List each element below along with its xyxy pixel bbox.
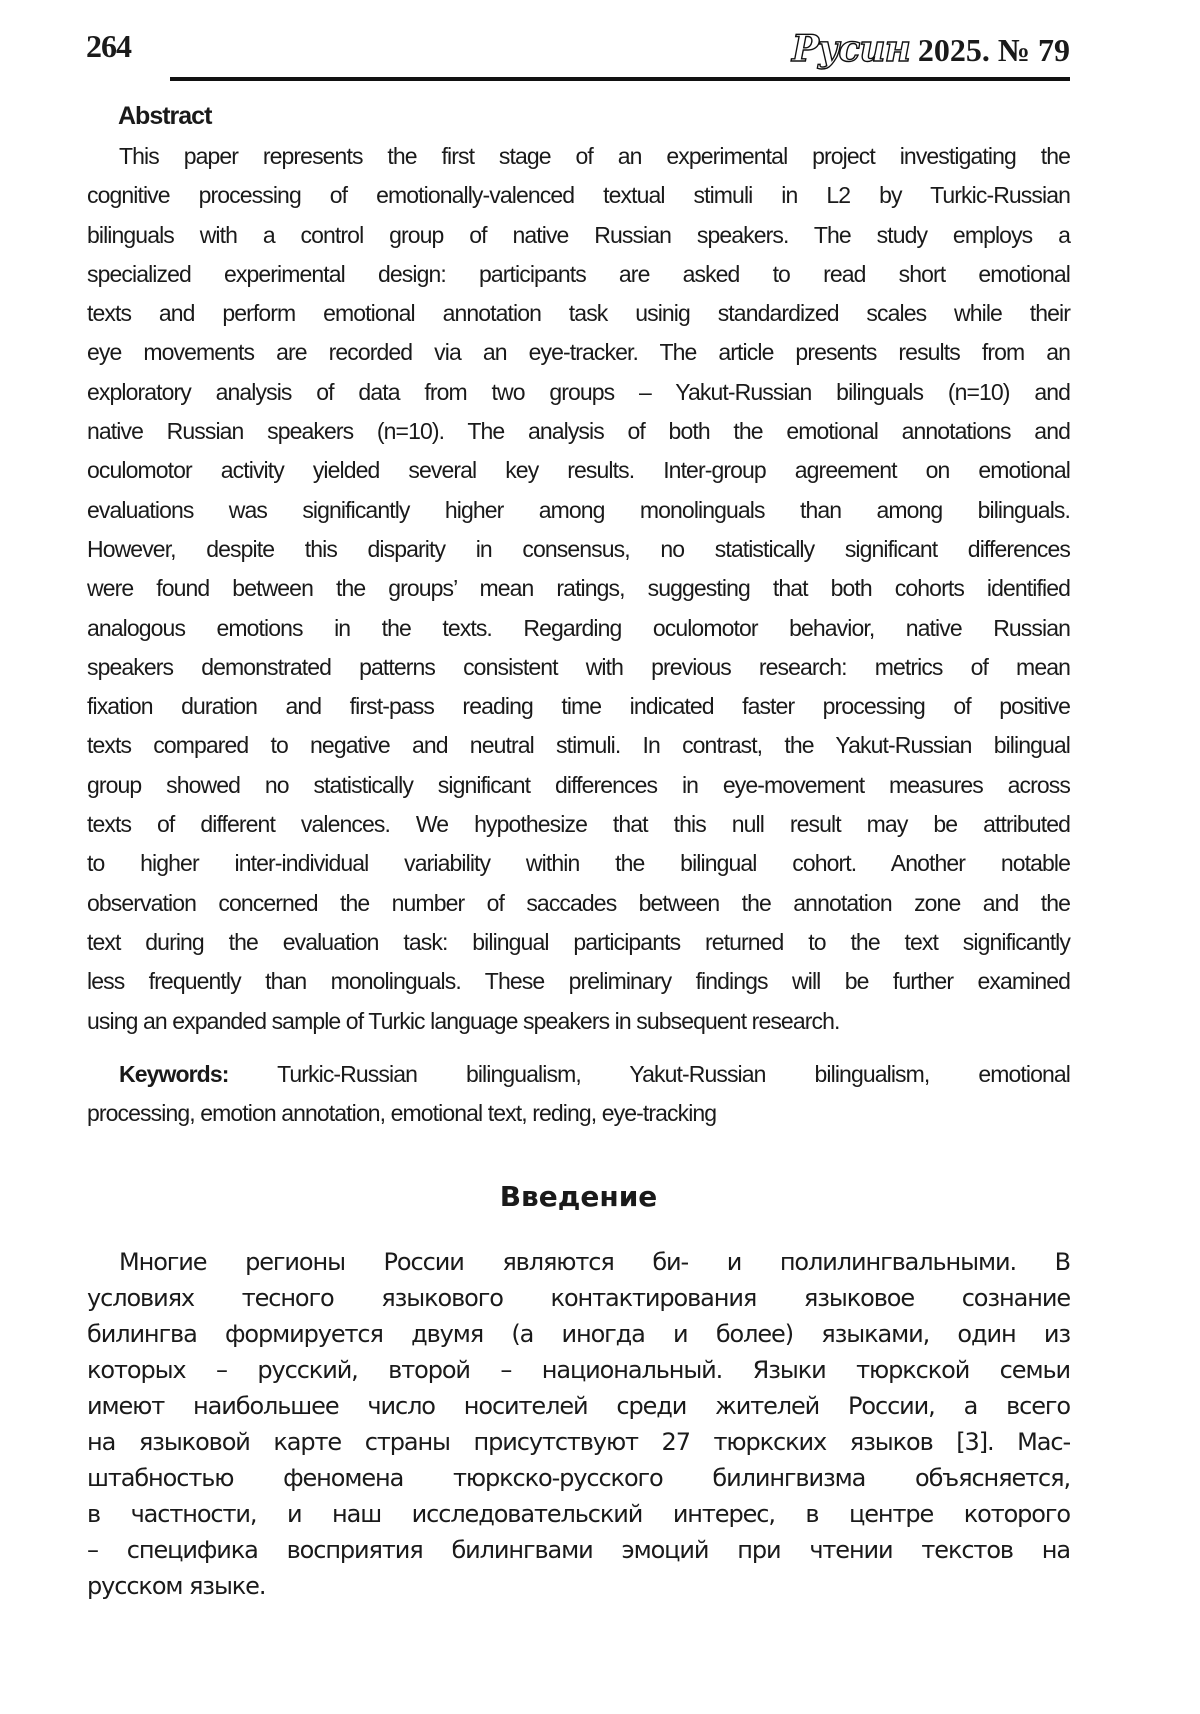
text-line: text during the evaluation task: bilingual participants returned to the text significantly — [87, 928, 1070, 955]
keywords-line-2: processing, emotion annotation, emotional text, reding, eye-tracking — [87, 1100, 717, 1127]
text-line: group showed no statistically significant differences in eye-movement measures across — [87, 771, 1070, 798]
text-line: were found between the groups’ mean ratings, suggesting that both cohorts identified — [87, 575, 1070, 602]
text-line: observation concerned the number of saccades between the annotation zone and the — [87, 889, 1070, 916]
text-line: exploratory analysis of data from two groups – Yakut-Russian bilinguals (n=10) and — [87, 378, 1070, 405]
text-line: условиях тесного языкового контактирования языковое сознание — [87, 1284, 1070, 1312]
text-line: specialized experimental design: participants are asked to read short emotional — [87, 260, 1070, 287]
text-line: native Russian speakers (n=10). The analysis of both the emotional annotations and — [87, 418, 1070, 445]
text-line: to higher inter-individual variability within the bilingual cohort. Another notable — [87, 850, 1070, 877]
journal-logo: Русин — [791, 28, 910, 70]
text-line: analogous emotions in the texts. Regarding oculomotor behavior, native Russian — [87, 614, 1070, 641]
text-line: русском языке. — [87, 1572, 266, 1600]
text-line: в частности, и наш исследовательский интерес, в центре которого — [87, 1500, 1070, 1528]
text-line: However, despite this disparity in consensus, no statistically significant differences — [87, 535, 1070, 562]
keywords-text: Turkic-Russian bilingualism, Yakut-Russian bilingualism, emotional — [277, 1061, 1070, 1087]
text-line: less frequently than monolinguals. These preliminary findings will be further examined — [87, 968, 1070, 995]
running-header — [792, 28, 1070, 70]
text-line: – специфика восприятия билингвами эмоций при чтении текстов на — [87, 1536, 1070, 1564]
section-heading-introduction: Введение — [499, 1180, 658, 1213]
text-line: cognitive processing of emotionally-valenced textual stimuli in L2 by Turkic-Russian — [87, 182, 1070, 209]
text-line: texts compared to negative and neutral stimuli. In contrast, the Yakut-Russian bilingual — [87, 732, 1070, 759]
text-line: This paper represents the first stage of an experimental project investigating the — [119, 143, 1070, 169]
text-line: штабностью феномена тюркско-русского билингвизма объясняется, — [87, 1464, 1070, 1492]
text-line: texts and perform emotional annotation task usinig standardized scales while their — [87, 300, 1070, 327]
text-line: using an expanded sample of Turkic language speakers in subsequent research. — [87, 1007, 840, 1034]
abstract-heading: Abstract — [118, 102, 212, 130]
text-line: oculomotor activity yielded several key results. Inter-group agreement on emotional — [87, 457, 1070, 484]
keywords-line-1 — [87, 1055, 1070, 1094]
text-line: на языковой карте страны присутствуют 27 тюркских языков [3]. Мас- — [87, 1428, 1070, 1456]
text-line: которых – русский, второй – национальный. Языки тюркской семьи — [87, 1356, 1070, 1384]
issue-number: 2025. № 79 — [917, 32, 1070, 68]
header-rule — [170, 77, 1070, 81]
text-line: имеют наибольшее число носителей среди жителей России, а всего — [87, 1392, 1070, 1420]
text-line: speakers demonstrated patterns consistent with previous research: metrics of mean — [87, 653, 1070, 680]
text-line: evaluations was significantly higher among monolinguals than among bilinguals. — [87, 496, 1070, 523]
page-number: 264 — [86, 28, 131, 64]
text-line: fixation duration and first-pass reading time indicated faster processing of positive — [87, 693, 1070, 720]
text-line: билингва формируется двумя (а иногда и более) языками, один из — [87, 1320, 1070, 1348]
text-line: bilinguals with a control group of native Russian speakers. The study employs a — [87, 221, 1070, 248]
text-line: texts of different valences. We hypothesize that this null result may be attributed — [87, 811, 1070, 838]
abstract-body — [87, 137, 1070, 1041]
keywords-label: Keywords: — [119, 1061, 229, 1087]
text-line: Многие регионы России являются би- и полилингвальными. В — [119, 1248, 1070, 1276]
text-line: eye movements are recorded via an eye-tracker. The article presents results from an — [87, 339, 1070, 366]
keywords — [87, 1055, 1070, 1134]
introduction-body — [87, 1244, 1070, 1604]
